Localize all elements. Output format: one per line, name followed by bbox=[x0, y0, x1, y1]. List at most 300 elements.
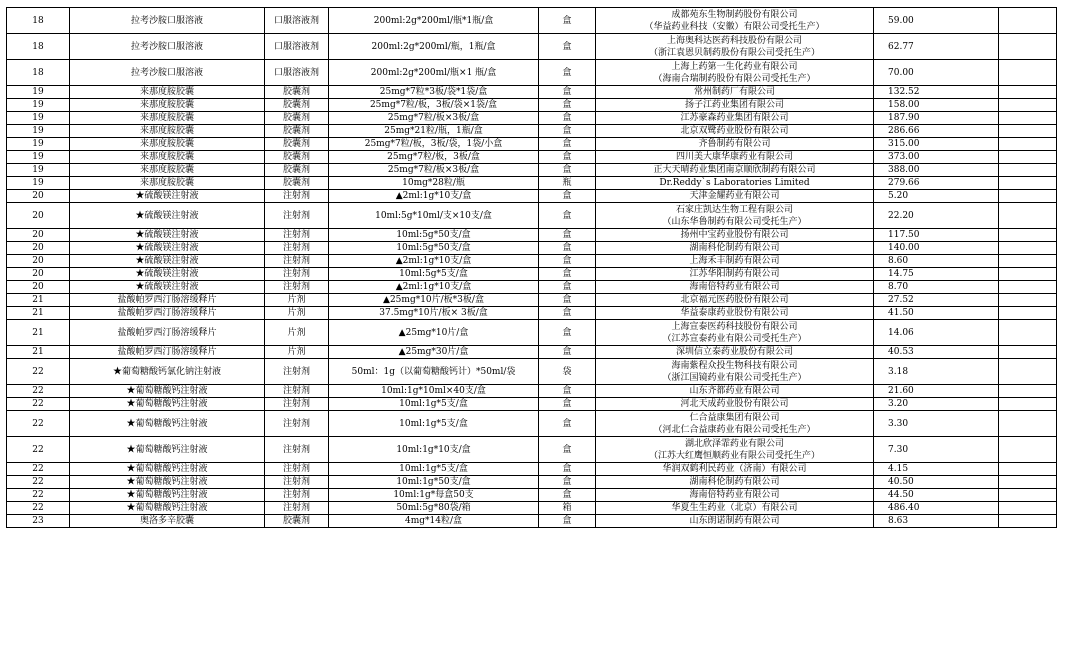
company-name: 华夏生生药业（北京）有限公司 bbox=[671, 503, 798, 513]
cell-spec: ▲2ml:1g*10支/盒 bbox=[329, 281, 539, 294]
cell-no: 18 bbox=[7, 60, 70, 86]
cell-unit: 盒 bbox=[539, 125, 596, 138]
cell-unit: 盒 bbox=[539, 242, 596, 255]
cell-drug-name: ★硫酸镁注射液 bbox=[70, 190, 265, 203]
cell-dosage-form: 胶囊剂 bbox=[265, 112, 329, 125]
cell-dosage-form: 注射剂 bbox=[265, 203, 329, 229]
company-contract-note: （浙江袁恩贝制药股份有限公司受托生产） bbox=[648, 47, 820, 58]
cell-spec: 10ml:5g*5支/盒 bbox=[329, 268, 539, 281]
cell-price: 8.70 bbox=[874, 281, 999, 294]
cell-price: 41.50 bbox=[874, 307, 999, 320]
cell-price: 3.30 bbox=[874, 411, 999, 437]
cell-price: 486.40 bbox=[874, 502, 999, 515]
table-row bbox=[7, 242, 1057, 255]
table-row bbox=[7, 86, 1057, 99]
cell-spec: ▲25mg*30片/盒 bbox=[329, 346, 539, 359]
cell-drug-name: 来那度胺胶囊 bbox=[70, 138, 265, 151]
cell-price: 279.66 bbox=[874, 177, 999, 190]
cell-drug-name: ★硫酸镁注射液 bbox=[70, 203, 265, 229]
cell-company bbox=[596, 411, 874, 437]
cell-empty bbox=[999, 164, 1057, 177]
cell-dosage-form: 胶囊剂 bbox=[265, 177, 329, 190]
cell-spec: 10ml:5g*50支/盒 bbox=[329, 229, 539, 242]
cell-spec: 10ml:5g*50支/盒 bbox=[329, 242, 539, 255]
cell-company bbox=[596, 294, 874, 307]
cell-dosage-form: 注射剂 bbox=[265, 359, 329, 385]
cell-dosage-form: 片剂 bbox=[265, 307, 329, 320]
cell-spec: 10ml:1g*5支/盒 bbox=[329, 398, 539, 411]
cell-unit: 盒 bbox=[539, 281, 596, 294]
table-row bbox=[7, 229, 1057, 242]
cell-drug-name: 奥洛多辛胶囊 bbox=[70, 515, 265, 528]
cell-spec: 200ml:2g*200ml/瓶×1 瓶/盒 bbox=[329, 60, 539, 86]
table-row bbox=[7, 203, 1057, 229]
table-row bbox=[7, 515, 1057, 528]
cell-drug-name: 来那度胺胶囊 bbox=[70, 151, 265, 164]
cell-dosage-form: 胶囊剂 bbox=[265, 125, 329, 138]
cell-no: 19 bbox=[7, 125, 70, 138]
cell-drug-name: ★硫酸镁注射液 bbox=[70, 229, 265, 242]
cell-drug-name: ★硫酸镁注射液 bbox=[70, 268, 265, 281]
cell-company bbox=[596, 177, 874, 190]
company-contract-note: （海南合瑞制药股份有限公司受托生产） bbox=[653, 73, 816, 84]
cell-drug-name: ★葡萄糖酸钙注射液 bbox=[70, 411, 265, 437]
cell-unit: 盒 bbox=[539, 203, 596, 229]
table-body bbox=[7, 8, 1057, 528]
cell-dosage-form: 注射剂 bbox=[265, 190, 329, 203]
cell-dosage-form: 注射剂 bbox=[265, 502, 329, 515]
company-name: 上海宣泰医药科技股份有限公司 bbox=[671, 321, 798, 332]
cell-company bbox=[596, 437, 874, 463]
cell-spec: 25mg*7粒/板，3板/袋×1袋/盒 bbox=[329, 99, 539, 112]
table-row bbox=[7, 8, 1057, 34]
cell-dosage-form: 注射剂 bbox=[265, 385, 329, 398]
cell-company bbox=[596, 203, 874, 229]
cell-price: 7.30 bbox=[874, 437, 999, 463]
cell-spec: 25mg*7粒/板×3板/盒 bbox=[329, 164, 539, 177]
cell-empty bbox=[999, 294, 1057, 307]
cell-no: 20 bbox=[7, 190, 70, 203]
table-row bbox=[7, 99, 1057, 112]
company-name: 江苏豪森药业集团有限公司 bbox=[680, 113, 789, 123]
company-name: 北京福元医药股份有限公司 bbox=[680, 295, 789, 305]
cell-no: 22 bbox=[7, 476, 70, 489]
cell-drug-name: 来那度胺胶囊 bbox=[70, 125, 265, 138]
cell-empty bbox=[999, 346, 1057, 359]
table-row bbox=[7, 190, 1057, 203]
cell-empty bbox=[999, 463, 1057, 476]
cell-drug-name: ★硫酸镁注射液 bbox=[70, 255, 265, 268]
cell-price: 140.00 bbox=[874, 242, 999, 255]
company-name: 华益泰康药业股份有限公司 bbox=[680, 308, 789, 318]
company-contract-note: （江苏宣泰药业有限公司受托生产） bbox=[662, 333, 807, 344]
cell-dosage-form: 注射剂 bbox=[265, 411, 329, 437]
cell-drug-name: ★硫酸镁注射液 bbox=[70, 242, 265, 255]
cell-no: 19 bbox=[7, 86, 70, 99]
cell-spec: 10ml:1g*5支/盒 bbox=[329, 411, 539, 437]
cell-price: 21.60 bbox=[874, 385, 999, 398]
cell-no: 20 bbox=[7, 229, 70, 242]
cell-no: 21 bbox=[7, 346, 70, 359]
cell-company bbox=[596, 398, 874, 411]
table-row bbox=[7, 307, 1057, 320]
cell-dosage-form: 片剂 bbox=[265, 346, 329, 359]
cell-company bbox=[596, 164, 874, 177]
company-name: 河北天成药业股份有限公司 bbox=[680, 399, 789, 409]
cell-empty bbox=[999, 112, 1057, 125]
cell-dosage-form: 口服溶液剂 bbox=[265, 34, 329, 60]
company-contract-note: （浙江国镜药业有限公司受托生产） bbox=[662, 372, 807, 383]
cell-drug-name: ★葡萄糖酸钙注射液 bbox=[70, 398, 265, 411]
company-name: 四川美大康华康药业有限公司 bbox=[675, 152, 793, 162]
cell-empty bbox=[999, 411, 1057, 437]
cell-unit: 盒 bbox=[539, 398, 596, 411]
cell-empty bbox=[999, 99, 1057, 112]
table-row bbox=[7, 437, 1057, 463]
cell-no: 22 bbox=[7, 359, 70, 385]
company-name: 海南紫程众投生物科技有限公司 bbox=[671, 360, 798, 371]
cell-company bbox=[596, 112, 874, 125]
cell-no: 19 bbox=[7, 151, 70, 164]
cell-company bbox=[596, 320, 874, 346]
cell-unit: 盒 bbox=[539, 229, 596, 242]
company-contract-note: （华益药业科技（安徽）有限公司受托生产） bbox=[644, 21, 825, 32]
table-row bbox=[7, 151, 1057, 164]
cell-unit: 盒 bbox=[539, 515, 596, 528]
cell-dosage-form: 注射剂 bbox=[265, 463, 329, 476]
table-row bbox=[7, 385, 1057, 398]
cell-drug-name: 盐酸帕罗西汀肠溶缓释片 bbox=[70, 346, 265, 359]
cell-dosage-form: 注射剂 bbox=[265, 268, 329, 281]
company-contract-note: （江苏大红鹰恒顺药业有限公司受托生产） bbox=[648, 450, 820, 461]
cell-spec: ▲25mg*10片/盒 bbox=[329, 320, 539, 346]
company-name: Dr.Reddy`s Laboratories Limited bbox=[659, 178, 810, 188]
table-row bbox=[7, 177, 1057, 190]
cell-company bbox=[596, 125, 874, 138]
cell-empty bbox=[999, 502, 1057, 515]
cell-spec: 50ml：1g（以葡萄糖酸钙计）*50ml/袋 bbox=[329, 359, 539, 385]
cell-drug-name: ★葡萄糖酸钙注射液 bbox=[70, 489, 265, 502]
cell-dosage-form: 胶囊剂 bbox=[265, 164, 329, 177]
cell-empty bbox=[999, 255, 1057, 268]
cell-unit: 盒 bbox=[539, 255, 596, 268]
table-row bbox=[7, 411, 1057, 437]
table-row bbox=[7, 281, 1057, 294]
cell-unit: 盒 bbox=[539, 164, 596, 177]
cell-dosage-form: 片剂 bbox=[265, 294, 329, 307]
cell-company bbox=[596, 255, 874, 268]
cell-empty bbox=[999, 281, 1057, 294]
cell-spec: 200ml:2g*200ml/瓶，1瓶/盒 bbox=[329, 34, 539, 60]
cell-empty bbox=[999, 398, 1057, 411]
cell-company bbox=[596, 346, 874, 359]
cell-spec: 25mg*7粒/板，3板/袋，1袋/小盒 bbox=[329, 138, 539, 151]
cell-unit: 盒 bbox=[539, 411, 596, 437]
cell-dosage-form: 胶囊剂 bbox=[265, 99, 329, 112]
cell-dosage-form: 胶囊剂 bbox=[265, 86, 329, 99]
cell-price: 27.52 bbox=[874, 294, 999, 307]
cell-spec: 37.5mg*10片/板× 3板/盒 bbox=[329, 307, 539, 320]
cell-price: 14.75 bbox=[874, 268, 999, 281]
cell-spec: 10ml:1g*5支/盒 bbox=[329, 463, 539, 476]
company-name: 华润双鹤利民药业（济南）有限公司 bbox=[662, 464, 807, 474]
cell-spec: 200ml:2g*200ml/瓶*1瓶/盒 bbox=[329, 8, 539, 34]
company-name: 北京双鹭药业股份有限公司 bbox=[680, 126, 789, 136]
cell-no: 22 bbox=[7, 502, 70, 515]
cell-company bbox=[596, 99, 874, 112]
table-row bbox=[7, 502, 1057, 515]
cell-drug-name: 拉考沙胺口服溶液 bbox=[70, 60, 265, 86]
table-row bbox=[7, 463, 1057, 476]
cell-company bbox=[596, 229, 874, 242]
cell-no: 18 bbox=[7, 34, 70, 60]
cell-empty bbox=[999, 359, 1057, 385]
cell-dosage-form: 注射剂 bbox=[265, 242, 329, 255]
cell-company bbox=[596, 359, 874, 385]
cell-price: 373.00 bbox=[874, 151, 999, 164]
cell-price: 5.20 bbox=[874, 190, 999, 203]
cell-company bbox=[596, 385, 874, 398]
cell-drug-name: 盐酸帕罗西汀肠溶缓释片 bbox=[70, 294, 265, 307]
cell-spec: 25mg*21粒/瓶，1瓶/盒 bbox=[329, 125, 539, 138]
cell-no: 20 bbox=[7, 203, 70, 229]
table-row bbox=[7, 164, 1057, 177]
table-row bbox=[7, 294, 1057, 307]
cell-no: 20 bbox=[7, 242, 70, 255]
cell-drug-name: ★葡萄糖酸钙注射液 bbox=[70, 502, 265, 515]
cell-unit: 盒 bbox=[539, 151, 596, 164]
cell-no: 19 bbox=[7, 177, 70, 190]
company-name: 上海禾丰制药有限公司 bbox=[689, 256, 780, 266]
cell-price: 70.00 bbox=[874, 60, 999, 86]
cell-company bbox=[596, 151, 874, 164]
cell-dosage-form: 胶囊剂 bbox=[265, 515, 329, 528]
table-row bbox=[7, 138, 1057, 151]
cell-drug-name: 拉考沙胺口服溶液 bbox=[70, 8, 265, 34]
cell-company bbox=[596, 242, 874, 255]
cell-spec: ▲25mg*10片/板*3板/盒 bbox=[329, 294, 539, 307]
cell-price: 158.00 bbox=[874, 99, 999, 112]
cell-dosage-form: 注射剂 bbox=[265, 476, 329, 489]
cell-empty bbox=[999, 437, 1057, 463]
cell-unit: 盒 bbox=[539, 190, 596, 203]
cell-unit: 盒 bbox=[539, 476, 596, 489]
cell-empty bbox=[999, 177, 1057, 190]
company-name: 深圳信立泰药业股份有限公司 bbox=[675, 347, 793, 357]
cell-drug-name: ★葡萄糖酸钙注射液 bbox=[70, 476, 265, 489]
cell-spec: 25mg*7粒/板×3板/盒 bbox=[329, 112, 539, 125]
table-row bbox=[7, 398, 1057, 411]
cell-dosage-form: 注射剂 bbox=[265, 255, 329, 268]
cell-no: 19 bbox=[7, 112, 70, 125]
company-name: 山东朗诺制药有限公司 bbox=[689, 516, 780, 526]
cell-unit: 箱 bbox=[539, 502, 596, 515]
cell-empty bbox=[999, 242, 1057, 255]
company-name: 齐鲁制药有限公司 bbox=[698, 139, 771, 149]
company-name: 湖南科伦制药有限公司 bbox=[689, 243, 780, 253]
cell-drug-name: ★葡萄糖酸钙注射液 bbox=[70, 437, 265, 463]
cell-unit: 盒 bbox=[539, 34, 596, 60]
cell-company bbox=[596, 268, 874, 281]
cell-price: 3.20 bbox=[874, 398, 999, 411]
cell-price: 8.60 bbox=[874, 255, 999, 268]
cell-drug-name: 来那度胺胶囊 bbox=[70, 112, 265, 125]
cell-unit: 盒 bbox=[539, 268, 596, 281]
cell-price: 22.20 bbox=[874, 203, 999, 229]
company-name: 扬子江药业集团有限公司 bbox=[684, 100, 784, 110]
cell-spec: ▲2ml:1g*10支/盒 bbox=[329, 255, 539, 268]
cell-unit: 盒 bbox=[539, 385, 596, 398]
table-row bbox=[7, 489, 1057, 502]
company-name: 仁合益康集团有限公司 bbox=[689, 412, 780, 423]
company-name: 海南倍特药业有限公司 bbox=[689, 490, 780, 500]
cell-empty bbox=[999, 385, 1057, 398]
cell-no: 20 bbox=[7, 268, 70, 281]
cell-company bbox=[596, 8, 874, 34]
cell-spec: 10ml:1g*50支/盒 bbox=[329, 476, 539, 489]
cell-dosage-form: 口服溶液剂 bbox=[265, 60, 329, 86]
cell-company bbox=[596, 489, 874, 502]
cell-dosage-form: 注射剂 bbox=[265, 437, 329, 463]
cell-price: 3.18 bbox=[874, 359, 999, 385]
cell-price: 315.00 bbox=[874, 138, 999, 151]
cell-company bbox=[596, 515, 874, 528]
cell-no: 21 bbox=[7, 307, 70, 320]
cell-company bbox=[596, 86, 874, 99]
cell-company bbox=[596, 60, 874, 86]
cell-unit: 盒 bbox=[539, 346, 596, 359]
table-row bbox=[7, 255, 1057, 268]
cell-empty bbox=[999, 229, 1057, 242]
cell-unit: 盒 bbox=[539, 112, 596, 125]
cell-no: 19 bbox=[7, 164, 70, 177]
cell-price: 187.90 bbox=[874, 112, 999, 125]
cell-no: 22 bbox=[7, 411, 70, 437]
cell-empty bbox=[999, 138, 1057, 151]
cell-dosage-form: 注射剂 bbox=[265, 398, 329, 411]
cell-drug-name: ★葡萄糖酸钙注射液 bbox=[70, 463, 265, 476]
cell-price: 388.00 bbox=[874, 164, 999, 177]
cell-company bbox=[596, 463, 874, 476]
cell-spec: 50ml:5g*80袋/箱 bbox=[329, 502, 539, 515]
cell-empty bbox=[999, 34, 1057, 60]
cell-price: 40.53 bbox=[874, 346, 999, 359]
cell-spec: 10ml:1g*10支/盒 bbox=[329, 437, 539, 463]
cell-empty bbox=[999, 86, 1057, 99]
cell-price: 132.52 bbox=[874, 86, 999, 99]
cell-no: 19 bbox=[7, 99, 70, 112]
cell-spec: 10mg*28粒/瓶 bbox=[329, 177, 539, 190]
table-row bbox=[7, 359, 1057, 385]
cell-dosage-form: 胶囊剂 bbox=[265, 151, 329, 164]
cell-company bbox=[596, 190, 874, 203]
cell-company bbox=[596, 34, 874, 60]
cell-no: 22 bbox=[7, 489, 70, 502]
cell-price: 8.63 bbox=[874, 515, 999, 528]
cell-drug-name: 拉考沙胺口服溶液 bbox=[70, 34, 265, 60]
company-name: 上海上药第一生化药业有限公司 bbox=[671, 61, 798, 72]
table-row bbox=[7, 125, 1057, 138]
cell-unit: 瓶 bbox=[539, 177, 596, 190]
cell-dosage-form: 口服溶液剂 bbox=[265, 8, 329, 34]
cell-spec: 4mg*14粒/盒 bbox=[329, 515, 539, 528]
cell-spec: ▲2ml:1g*10支/盒 bbox=[329, 190, 539, 203]
company-name: 正大天晴药业集团南京顺欣制药有限公司 bbox=[653, 165, 816, 175]
cell-unit: 盒 bbox=[539, 294, 596, 307]
cell-drug-name: 盐酸帕罗西汀肠溶缓释片 bbox=[70, 307, 265, 320]
company-name: 石家庄凯达生物工程有限公司 bbox=[675, 204, 793, 215]
cell-drug-name: 来那度胺胶囊 bbox=[70, 177, 265, 190]
company-name: 天津金耀药业有限公司 bbox=[689, 191, 780, 201]
cell-no: 22 bbox=[7, 437, 70, 463]
table-row bbox=[7, 112, 1057, 125]
cell-drug-name: ★葡萄糖酸钙氯化钠注射液 bbox=[70, 359, 265, 385]
cell-drug-name: 来那度胺胶囊 bbox=[70, 164, 265, 177]
table-row bbox=[7, 476, 1057, 489]
cell-price: 40.50 bbox=[874, 476, 999, 489]
drug-price-table bbox=[6, 7, 1057, 528]
cell-drug-name: 盐酸帕罗西汀肠溶缓释片 bbox=[70, 320, 265, 346]
cell-empty bbox=[999, 268, 1057, 281]
cell-empty bbox=[999, 515, 1057, 528]
cell-empty bbox=[999, 203, 1057, 229]
cell-company bbox=[596, 476, 874, 489]
cell-unit: 盒 bbox=[539, 463, 596, 476]
cell-drug-name: 来那度胺胶囊 bbox=[70, 99, 265, 112]
cell-empty bbox=[999, 8, 1057, 34]
cell-no: 21 bbox=[7, 320, 70, 346]
cell-spec: 25mg*7粒/板，3板/盒 bbox=[329, 151, 539, 164]
company-contract-note: （河北仁合益康药业有限公司受托生产） bbox=[653, 424, 816, 435]
table-row bbox=[7, 320, 1057, 346]
cell-empty bbox=[999, 60, 1057, 86]
cell-spec: 10ml:1g*每盒50支 bbox=[329, 489, 539, 502]
cell-empty bbox=[999, 125, 1057, 138]
company-name: 常州制药厂有限公司 bbox=[693, 87, 775, 97]
table-row bbox=[7, 60, 1057, 86]
company-name: 上海奥科达医药科技股份有限公司 bbox=[666, 35, 802, 46]
cell-drug-name: ★葡萄糖酸钙注射液 bbox=[70, 385, 265, 398]
cell-spec: 10ml:1g*10ml×40支/盒 bbox=[329, 385, 539, 398]
cell-no: 22 bbox=[7, 463, 70, 476]
cell-unit: 盒 bbox=[539, 99, 596, 112]
cell-no: 22 bbox=[7, 385, 70, 398]
cell-company bbox=[596, 138, 874, 151]
company-name: 湖北欣泽霏药业有限公司 bbox=[684, 438, 784, 449]
cell-drug-name: ★硫酸镁注射液 bbox=[70, 281, 265, 294]
cell-unit: 盒 bbox=[539, 320, 596, 346]
cell-unit: 盒 bbox=[539, 307, 596, 320]
cell-unit: 盒 bbox=[539, 60, 596, 86]
cell-dosage-form: 胶囊剂 bbox=[265, 138, 329, 151]
cell-empty bbox=[999, 151, 1057, 164]
cell-price: 14.06 bbox=[874, 320, 999, 346]
cell-price: 59.00 bbox=[874, 8, 999, 34]
cell-spec: 10ml:5g*10ml/支×10支/盒 bbox=[329, 203, 539, 229]
company-name: 海南倍特药业有限公司 bbox=[689, 282, 780, 292]
cell-price: 286.66 bbox=[874, 125, 999, 138]
cell-no: 21 bbox=[7, 294, 70, 307]
table-row bbox=[7, 34, 1057, 60]
table-row bbox=[7, 346, 1057, 359]
company-name: 扬州中宝药业股份有限公司 bbox=[680, 230, 789, 240]
cell-price: 117.50 bbox=[874, 229, 999, 242]
cell-unit: 盒 bbox=[539, 437, 596, 463]
cell-empty bbox=[999, 489, 1057, 502]
table-row bbox=[7, 268, 1057, 281]
cell-no: 23 bbox=[7, 515, 70, 528]
cell-spec: 25mg*7粒*3板/袋*1袋/盒 bbox=[329, 86, 539, 99]
